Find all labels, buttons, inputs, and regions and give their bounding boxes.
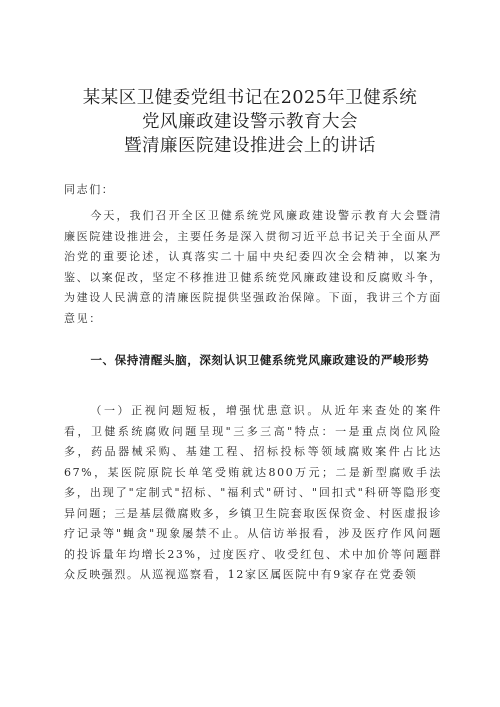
speech-title (40, 86, 460, 158)
salutation: 同志们： (64, 183, 115, 196)
title-line-3: 暨清廉医院建设推进会上的讲话 (124, 136, 376, 156)
intro-paragraph: 今天，我们召开全区卫健系统党风廉政建设警示教育大会暨清廉医院建设推进会，主要任务是深入贯彻习近平总书记关于全面从严治党的重要论述，认真落实二十届中央纪委四次全会精神，以案为鉴、以案促改，坚定不移推进卫健系统党风廉政建设和反腐败斗争，为建设人民满意的清廉医院提供坚强政治保障。下面，我讲三个方面意见： (64, 209, 442, 325)
subsection-paragraph-1: （一）正视问题短板，增强忧患意识。从近年来查处的案件看，卫健系统腐败问题呈现"三多三高"特点：一是重点岗位风险多，药品器械采购、基建工程、招标投标等领域腐败案件占比达67%，某医院原院长单笔受贿就达800万元；二是新型腐败手法多，出现了"定制式"招标、"福利式"研讨、"回扣式"科研等隐形变异问题；三是基层微腐败多，乡镇卫生院套取医保资金、村医虚报诊疗记录等"蝇贪"现象屡禁不止。从信访举报看，涉及医疗作风问题的投诉量年均增长23%，过度医疗、收受红包、术中加价等问题群众反映强烈。从巡视巡察看，12家区属医院中有9家存在党委领 (64, 404, 442, 581)
section-heading-1: 一、保持清醒头脑，深刻认识卫健系统党风廉政建设的严峻形势 (90, 353, 430, 367)
title-line-1: 某某区卫健委党组书记在2025年卫健系统 (82, 88, 418, 108)
title-line-2: 党风廉政建设警示教育大会 (142, 112, 358, 132)
